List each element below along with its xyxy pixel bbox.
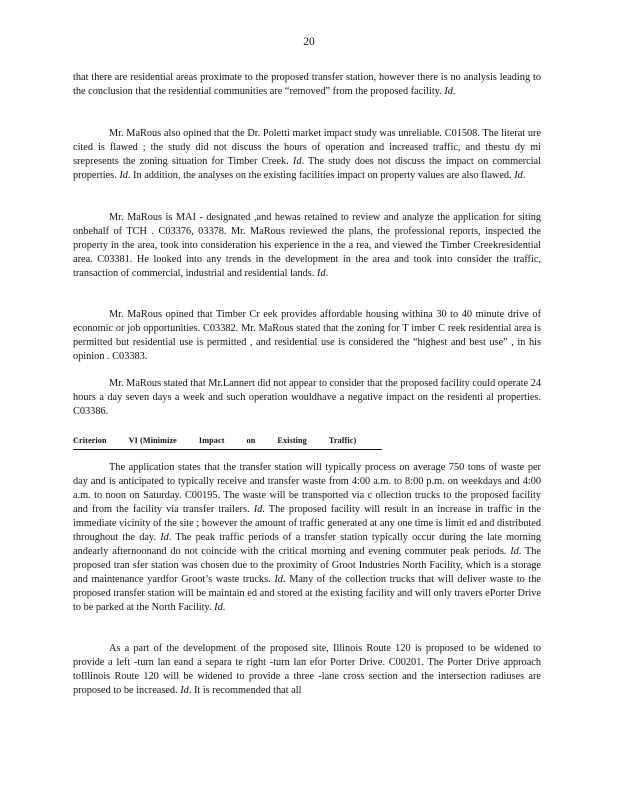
heading-part: Impact [198,436,225,445]
citation-id: Id [160,532,169,543]
paragraph-3 [73,211,541,281]
citation-id: Id [253,504,263,515]
heading-part: Existing [277,436,307,445]
sentence-end: . [452,86,456,97]
paragraph-5 [73,377,541,419]
paragraph-text: . It is recommended that all [188,685,302,696]
citation-id: Id [180,685,189,696]
paragraph-text: Mr. MaRous also opined that the Dr. Poletti market impact study was unreliable. C01508. The literat ure cited is flawed ; the study did not discuss the hours of operation and increased traffic, and thestu dy mi srepresents the zoning situation for Timber Creek. [73,128,541,167]
paragraph-text: As a part of the development of the proposed site, Illinois Route 120 is proposed to be widened to provide a left -turn lan eand a separa te right -turn lan efor Porter Drive. C00201. The Porter Drive approach toIllinois Route 120 will be widened to provide a three -lane cross section and the intersection radiuses are proposed to be increased. [73,643,541,696]
heading-part: Criterion [73,436,107,445]
paragraph-text: . The proposed facility will result in an increase in traffic in the immediate vicinity of the site ; however the amount of traffic generated at any one time is limit ed and distributed throughout the day. [73,504,541,543]
paragraph-4 [73,308,541,364]
paragraph-text: Mr. MaRous is MAI - designated ,and hewas retained to review and analyze the application for siting onbehalf of TCH . C03376, 03378. Mr. MaRous reviewed the plans, the professional reports, inspected the property in the area, took into consideration his experience in the a rea, and viewed the Timber Creekresidential area. C03381. He looked into any trends in the development in the area and took into consider the traffic, transaction of commercial, industrial and residential lands. [73,212,541,279]
paragraph-text: The application states that the transfer station will typically process on average 750 tons of waste per day and is anticipated to typically receive and transfer waste from 4:00 a.m. to 8:00 p.m. on weekdays and 4:00 a.m. to noon on Saturday. C00195. The waste will be transported via c ollection trucks to the proposed facility and from the facility via transfer trailers. [73,462,541,515]
paragraph-text: Mr. MaRous opined that Timber Cr eek provides affordable housing withina 30 to 40 minute drive of economic or job opportunities. C03382. Mr. MaRous stated that the zoning for T imber C reek residential area is permitted but residential use is permitted , and residential use is considered the “highest and best use” , in his opinion . C03383. [73,309,541,362]
paragraph-text: . The study does not discuss the impact on commercial properties. [73,156,541,181]
citation-id: Id [274,574,283,585]
heading-part: on [246,436,256,445]
paragraph-text: . The proposed tran sfer station was chosen due to the proximity of Groot Industries North Facility, which is a storage and maintenance yardfor Groot’s waste trucks. [73,546,541,585]
paragraph-text: . Many of the collection trucks that will deliver waste to the proposed transfer station will be maintain ed and stored at the existing facility and will only travers ePorter Drive to be parked at the North Facility. [73,574,541,613]
sentence-end: . [522,170,526,181]
heading-part: Traffic) [328,436,357,445]
citation-id: Id [514,170,523,181]
citation-id: Id [292,156,302,167]
citation-id: Id [214,602,223,613]
section-heading [73,434,541,450]
sentence-end: . [325,268,329,279]
paragraph-7 [73,642,541,698]
paragraph-6 [73,461,541,615]
citation-id: Id [119,170,128,181]
sentence-end: . [222,602,226,613]
citation-id: Id [510,546,519,557]
paragraph-text: . The peak traffic periods of a transfer station typically occur during the late morning andearly afternoonand do not coincide with the critical morning and evening commuter peak periods. [73,532,541,557]
paragraph-1 [73,71,541,99]
paragraph-2 [73,127,541,183]
paragraph-text: Mr. MaRous stated that Mr.Lannert did not appear to consider that the proposed facility could operate 24 hours a day seven days a week and such operation wouldhave a negative impact on the residenti al properties. C03386. [73,378,541,417]
heading-part: VI (Minimize [128,436,177,445]
citation-id: Id [316,268,326,279]
citation-id: Id [444,86,453,97]
paragraph-text: that there are residential areas proximate to the proposed transfer station, however there is no analysis leading to the conclusion that the residential communities are “removed” from the proposed facility. [73,72,541,97]
page-number: 20 [303,36,315,48]
paragraph-text: . In addition, the analyses on the existing facilities impact on property values are also flawed. [127,170,512,181]
